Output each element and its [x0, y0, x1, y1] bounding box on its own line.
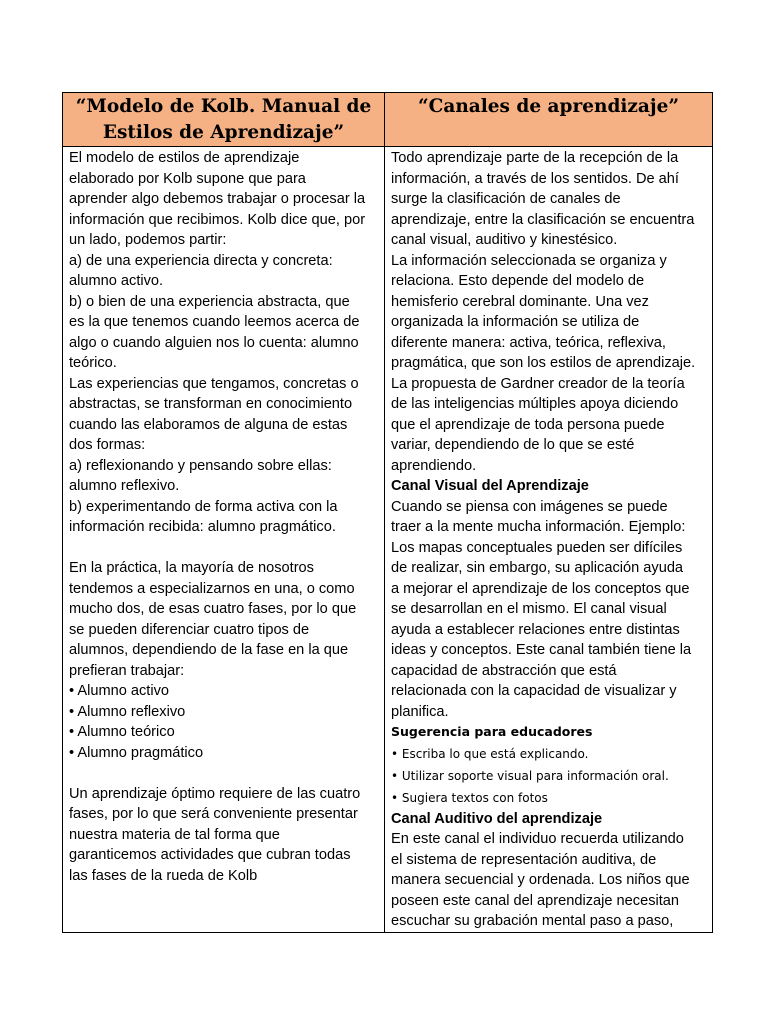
auditory-channel-heading: Canal Auditivo del aprendizaje — [391, 810, 603, 827]
text-line: tendemos a especializarnos en una, o como — [69, 580, 355, 597]
text-line: nuestra materia de tal forma que — [69, 826, 280, 843]
table-header-row — [63, 93, 713, 147]
educator-tips-list — [391, 743, 706, 809]
text-line: alumnos, dependiendo de la fase en la que — [69, 642, 349, 658]
table-body-row — [63, 147, 713, 933]
text-line: algo o cuando alguien nos lo cuenta: alumno — [69, 334, 359, 351]
text-line: Las experiencias que tengamos, concretas o — [69, 375, 359, 392]
text-line: ideas y conceptos. Este canal también tiene la — [391, 642, 692, 658]
text-line: El modelo de estilos de aprendizaje — [69, 150, 300, 166]
text-line: aprender algo debemos trabajar o procesar la — [69, 191, 366, 207]
text-line: hemisferio cerebral dominante. Una vez — [391, 293, 649, 310]
text-line: de realizar, sin embargo, su aplicación ayuda — [391, 560, 684, 576]
text-line: En este canal el individuo recuerda utilizando — [391, 831, 684, 847]
text-line: elaborado por Kolb supone que para — [69, 170, 306, 187]
text-line: que el aprendizaje de toda persona puede — [391, 416, 665, 433]
text-line: Todo aprendizaje parte de la recepción de la — [391, 150, 679, 166]
text-line: planifica. — [391, 703, 449, 720]
text-line: es la que tenemos cuando leemos acerca de — [69, 314, 360, 330]
text-line: pragmática, que son los estilos de aprendizaje. — [391, 355, 696, 371]
text-line: Los mapas conceptuales pueden ser difíciles — [391, 539, 683, 556]
text-line: escuchar su grabación mental paso a paso, — [391, 913, 674, 929]
text-line — [69, 538, 378, 559]
text-line: Un aprendizaje óptimo requiere de las cuatro — [69, 785, 361, 802]
visual-channel-text — [391, 497, 706, 723]
text-line: a) de una experiencia directa y concreta: — [69, 252, 333, 269]
text-line: fases, por lo que será conveniente presentar — [69, 806, 358, 822]
text-line: de las inteligencias múltiples apoya diciendo — [391, 396, 679, 412]
text-line: información que recibimos. Kolb dice que, por — [69, 211, 366, 228]
text-line: • Alumno reflexivo — [69, 703, 186, 720]
text-line: teórico. — [69, 355, 117, 371]
channels-intro — [391, 148, 706, 476]
text-line: surge la clasificación de canales de — [391, 191, 621, 207]
text-line: abstractas, se transforman en conocimiento — [69, 396, 353, 412]
text-line: se pueden diferenciar cuatro tipos de — [69, 621, 310, 638]
text-line: a) reflexionando y pensando sobre ellas: — [69, 457, 332, 474]
text-line: a mejorar el aprendizaje de los conceptos que — [391, 580, 690, 597]
text-line: alumno activo. — [69, 273, 164, 289]
text-line: diferente manera: activa, teórica, reflexiva, — [391, 334, 666, 351]
text-line: La propuesta de Gardner creador de la teoría — [391, 375, 685, 392]
text-line: el sistema de representación auditiva, de — [391, 851, 657, 868]
visual-channel-heading: Canal Visual del Aprendizaje — [391, 478, 589, 494]
educator-tips-title: Sugerencia para educadores — [391, 724, 593, 739]
header-kolb-text: “Modelo de Kolb. Manual de Estilos de Aprendizaje” — [75, 96, 372, 143]
text-line: b) experimentando de forma activa con la — [69, 498, 338, 515]
text-line: mucho dos, de esas cuatro fases, por lo que — [69, 601, 357, 617]
text-line: organizada la información se utiliza de — [391, 314, 640, 330]
comparison-table — [62, 92, 713, 933]
header-learning-channels — [385, 93, 713, 147]
tip-item: • Utilizar soporte visual para información oral. — [391, 768, 669, 783]
text-line: aprendiendo. — [391, 457, 477, 474]
tip-item: • Escriba lo que está explicando. — [391, 746, 589, 761]
text-line: canal visual, auditivo y kinestésico. — [391, 232, 618, 248]
text-line: información, a través de los sentidos. De ahí — [391, 170, 679, 187]
text-line: • Alumno activo — [69, 683, 170, 699]
text-line: variar, dependiendo de lo que se esté — [391, 437, 635, 453]
text-line: traer a la mente mucha información. Ejemplo: — [391, 519, 686, 535]
text-line: • Alumno teórico — [69, 724, 175, 740]
text-line: información recibida: alumno pragmático. — [69, 519, 336, 535]
text-line: alumno reflexivo. — [69, 478, 180, 494]
text-line: prefieran trabajar: — [69, 662, 185, 679]
text-line: capacidad de abstracción que está — [391, 662, 617, 679]
learning-channels-cell — [385, 147, 713, 933]
kolb-model-cell — [63, 147, 385, 933]
header-channels-text: “Canales de aprendizaje” — [417, 96, 680, 117]
header-kolb-model — [63, 93, 385, 147]
text-line: • Alumno pragmático — [69, 744, 204, 761]
text-line: se desarrollan en el mismo. El canal visual — [391, 601, 667, 617]
text-line: aprendizaje, entre la clasificación se encuentra — [391, 211, 695, 228]
text-line: un lado, podemos partir: — [69, 232, 227, 248]
text-line: ayuda a establecer relaciones entre distintas — [391, 621, 680, 638]
auditory-channel-text — [391, 829, 706, 932]
text-line: b) o bien de una experiencia abstracta, que — [69, 293, 350, 310]
text-line: dos formas: — [69, 437, 146, 453]
text-line: La información seleccionada se organiza y — [391, 252, 667, 269]
text-line — [69, 763, 378, 784]
text-line: En la práctica, la mayoría de nosotros — [69, 560, 314, 576]
tip-item: • Sugiera textos con fotos — [391, 790, 548, 805]
text-line: garanticemos actividades que cubran todas — [69, 847, 351, 863]
text-line: relacionada con la capacidad de visualizar y — [391, 683, 677, 699]
text-line: manera secuencial y ordenada. Los niños que — [391, 872, 690, 888]
text-line: poseen este canal del aprendizaje necesitan — [391, 892, 680, 909]
text-line: cuando las elaboramos de alguna de estas — [69, 416, 348, 433]
text-line: Cuando se piensa con imágenes se puede — [391, 498, 668, 515]
text-line: las fases de la rueda de Kolb — [69, 867, 258, 884]
text-line: relaciona. Esto depende del modelo de — [391, 273, 645, 289]
